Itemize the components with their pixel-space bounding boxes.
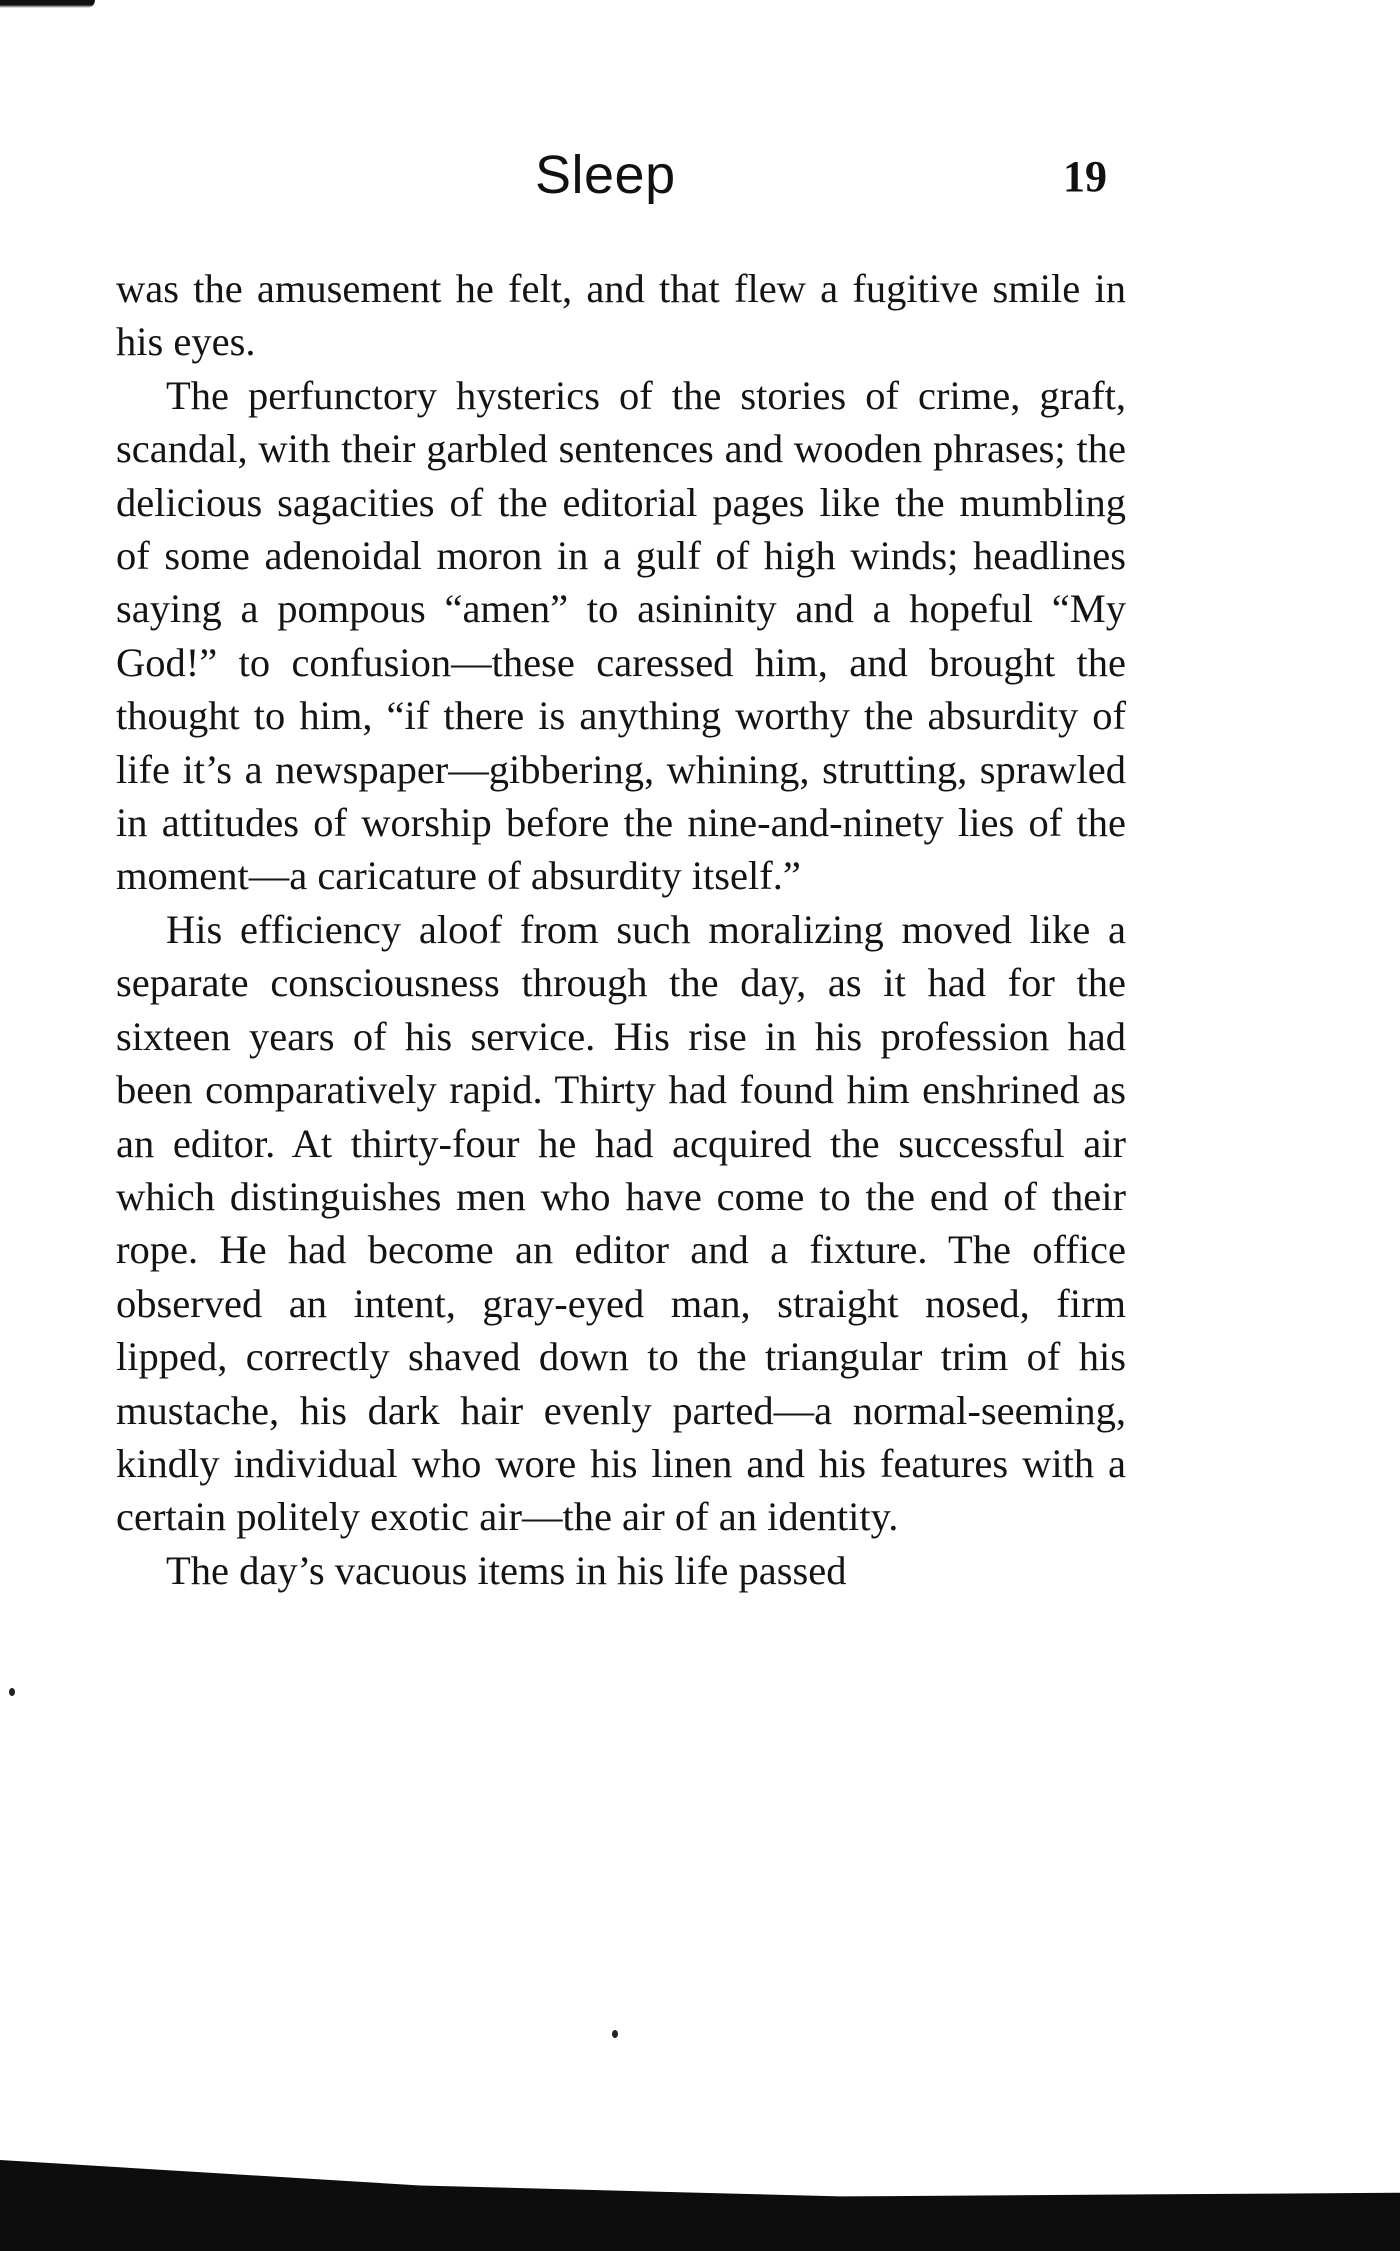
paragraph-newspaper: The perfunctory hysterics of the stories of crime, graft, scandal, with their garbled sentences and wooden phrases; the delicious sagacities of the editorial pages like the mumbling of some adenoidal moron in a gulf of high winds; headlines saying a pompous “amen” to asininity and a hopeful “My God!” to confusion—these caressed him, and brought the thought to him, “if there is anything worthy the absurdity of life it’s a newspaper—gibbering, whining, strutting, sprawled in attitudes of worship before the nine-and-ninety lies of the moment—a caricature of absurdity itself.” (116, 372, 1126, 899)
page-number: 19 (1063, 152, 1107, 201)
paragraph-vacuous-items: The day’s vacuous items in his life passed (166, 1547, 847, 1593)
scan-corner-mark (0, 0, 95, 8)
bottom-speck (612, 2030, 618, 2038)
body-text (116, 262, 1126, 1597)
scan-bottom-edge (0, 2160, 1400, 2251)
paragraph-efficiency: His efficiency aloof from such moralizing moved like a separate consciousness through the day, as it had for the sixteen years of his service. His rise in his profession had been comparatively rapid. Thirty had found him enshrined as an editor. At thirty-four he had acquired the successful air which distinguishes men who have come to the end of their rope. He had become an editor and a fixture. The office observed an intent, gray-eyed man, straight nosed, firm lipped, correctly shaved down to the triangular trim of his mustache, his dark hair evenly parted—a normal-seeming, kindly individual who wore his linen and his features with a certain politely exotic air—the air of an identity. (116, 906, 1126, 1540)
running-header (0, 140, 1400, 210)
margin-speck (9, 1688, 15, 1696)
running-title: Sleep (535, 145, 676, 205)
paragraph-continued: was the amusement he felt, and that flew a fugitive smile in his eyes. (116, 266, 1126, 365)
